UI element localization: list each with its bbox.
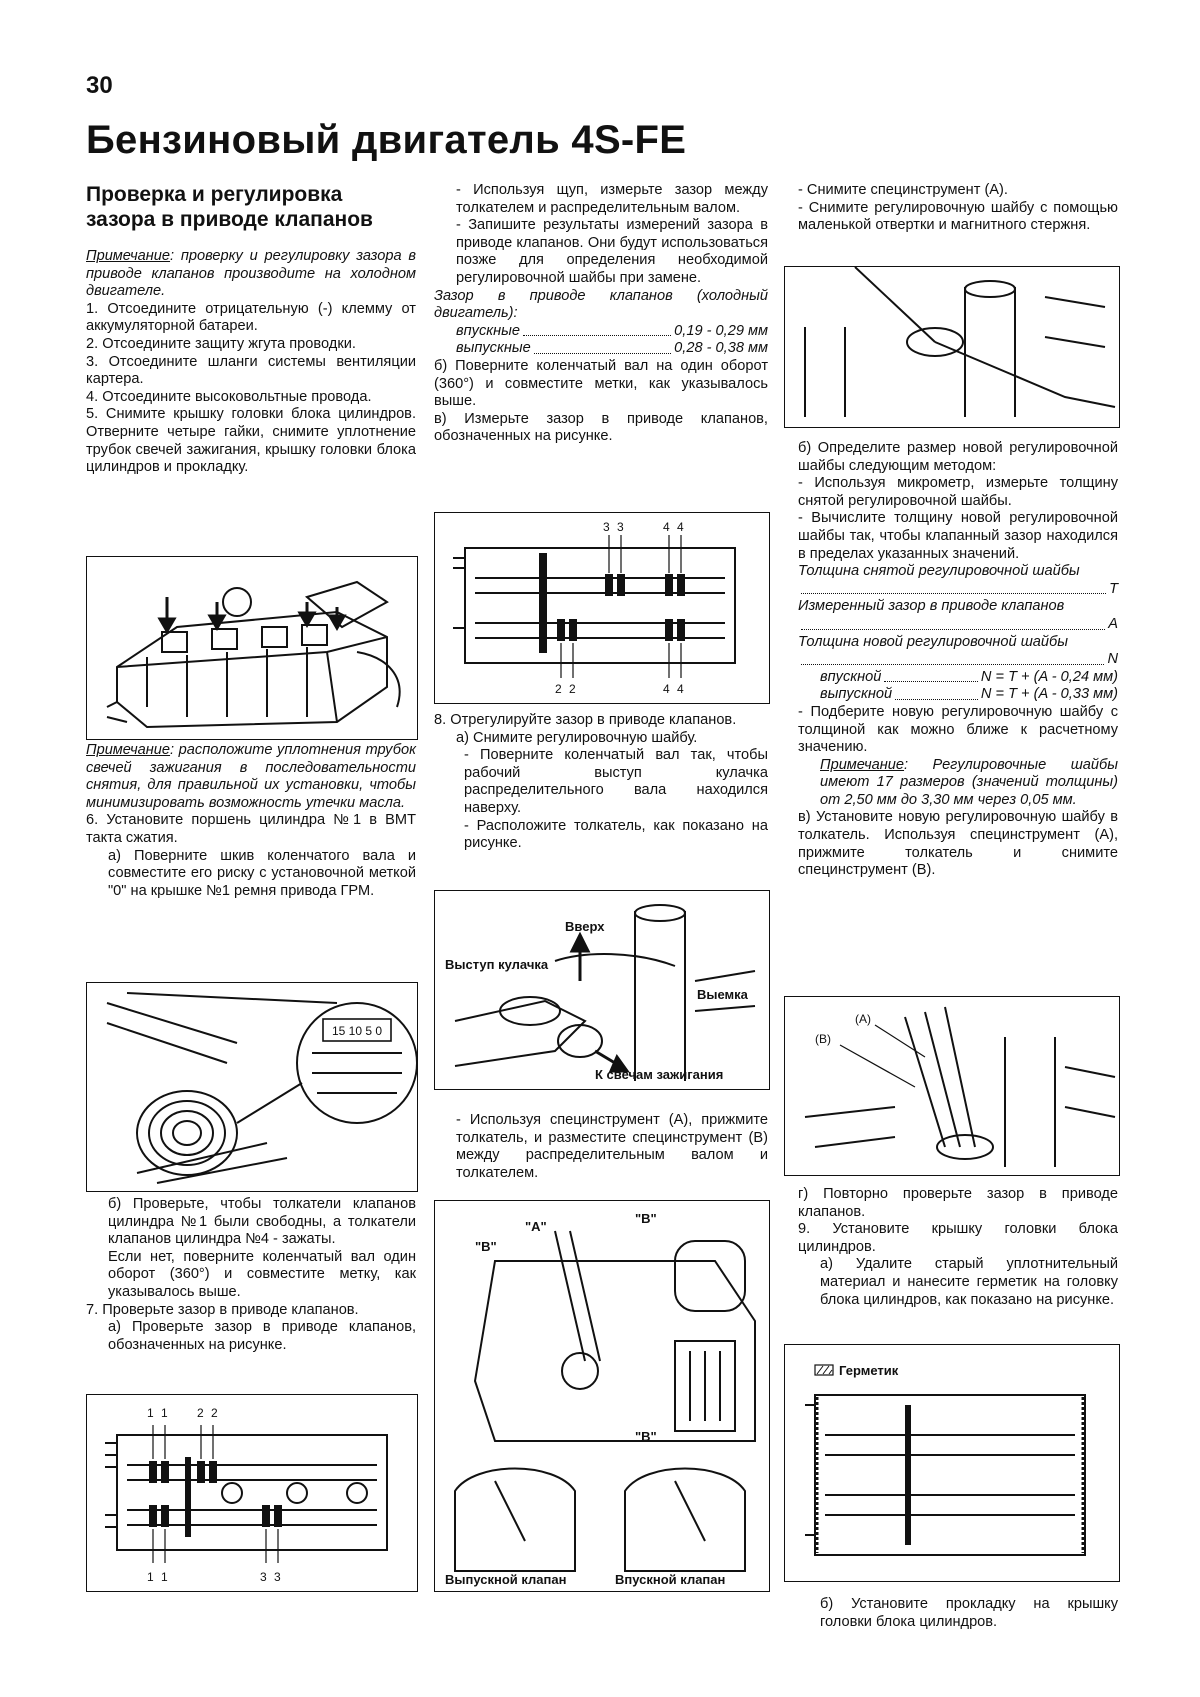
step-7: 7. Проверьте зазор в приводе клапанов. bbox=[86, 1301, 359, 1318]
note-shim-sizes: Примечание: Регулировочные шайбы имеют 17 размеров (значений толщины) от 2,50 мм до 3,30 мм через 0,05 мм. bbox=[820, 756, 1118, 808]
figure-cylinder-head-cover bbox=[86, 556, 418, 740]
step-4: 4. Отсоедините высоковольтные провода. bbox=[86, 388, 372, 405]
callout-2d: 2 bbox=[569, 682, 576, 696]
label-sealant: Герметик bbox=[839, 1363, 899, 1378]
formula-measured: A bbox=[798, 616, 1118, 634]
callout-2c: 2 bbox=[555, 682, 562, 696]
step-5: 5. Снимите крышку головки блока цилиндров. Отверните четыре гайки, снимите уплотнение трубок свечей зажигания, крышку головки блока цилиндров и прокладку. bbox=[86, 406, 416, 476]
label-cam-lobe: Выступ кулачка bbox=[445, 957, 549, 972]
label-intake-valve: Впускной клапан bbox=[615, 1572, 726, 1587]
column-2-top bbox=[434, 182, 768, 446]
bullet-micrometer: - Используя микрометр, измерьте толщину снятой регулировочной шайбы. bbox=[798, 475, 1118, 509]
step-b-determine: б) Определите размер новой регулировочной шайбы следующим методом: bbox=[798, 440, 1118, 474]
column-3-bottom bbox=[798, 1596, 1118, 1631]
figure-cam-position bbox=[434, 890, 770, 1090]
formula-removed-shim: T bbox=[798, 581, 1118, 599]
figure-valve-layout-2 bbox=[434, 512, 770, 704]
label-press-b: (B) bbox=[815, 1032, 831, 1046]
callout-4d: 4 bbox=[677, 682, 684, 696]
step-8a: а) Снимите регулировочную шайбу. bbox=[456, 729, 698, 746]
step-6b-continued: Если нет, поверните коленчатый вал один оборот (360°) и совместите метку, как указывалось выше. bbox=[108, 1248, 416, 1300]
column-2-mid bbox=[434, 712, 768, 853]
formula-measured-label: Измеренный зазор в приводе клапанов bbox=[798, 598, 1065, 615]
callout-3c: 3 bbox=[603, 520, 610, 534]
column-1-top bbox=[86, 182, 416, 477]
page-number: 30 bbox=[86, 72, 113, 99]
callout-1d: 1 bbox=[161, 1570, 168, 1584]
label-tool-a: "A" bbox=[525, 1219, 547, 1234]
spec-exhaust: выпускные 0,28 - 0,38 мм bbox=[456, 340, 768, 357]
callout-2a: 2 bbox=[197, 1406, 204, 1420]
figure-crankshaft-pulley bbox=[86, 982, 418, 1192]
figure-special-tools bbox=[434, 1200, 770, 1592]
spec-intake: впускные 0,19 - 0,29 мм bbox=[456, 322, 768, 339]
bullet-record-results: - Запишите результаты измерений зазора в приводе клапанов. Они будут использоваться позже для определения необходимой регулировочной шайбы при замене. bbox=[456, 217, 768, 286]
note-2 bbox=[86, 742, 416, 812]
step-1: 1. Отсоедините отрицательную (-) клемму от аккумуляторной батареи. bbox=[86, 300, 416, 335]
step-v-install: в) Установите новую регулировочную шайбу в толкатель. Используя специнструмент (А), прижмите толкатель и снимите специнструмент (В). bbox=[798, 809, 1118, 879]
page-title: Бензиновый двигатель 4S-FE bbox=[86, 118, 687, 162]
bullet-select-shim: - Подберите новую регулировочную шайбу с толщиной как можно ближе к расчетному значению. bbox=[798, 703, 1118, 756]
callout-3a: 3 bbox=[260, 1570, 267, 1584]
callout-1c: 1 bbox=[147, 1570, 154, 1584]
step-2: 2. Отсоедините защиту жгута проводки. bbox=[86, 335, 356, 352]
figure-sealant bbox=[784, 1344, 1120, 1582]
label-exhaust-valve: Выпускной клапан bbox=[445, 1572, 567, 1587]
column-1-mid bbox=[86, 742, 416, 900]
step-9a: а) Удалите старый уплотнительный материал и нанесите герметик на головку блока цилиндров, как показано на рисунке. bbox=[820, 1256, 1118, 1308]
step-6: 6. Установите поршень цилиндра №1 в ВМТ такта сжатия. bbox=[86, 812, 416, 846]
formula-exhaust: выпускной N = T + (A - 0,33 мм) bbox=[820, 686, 1118, 703]
label-to-spark-plugs: К свечам зажигания bbox=[595, 1067, 724, 1082]
step-g-recheck: г) Повторно проверьте зазор в приводе клапанов. bbox=[798, 1186, 1118, 1220]
bullet-feeler-gauge: - Используя щуп, измерьте зазор между толкателем и распределительным валом. bbox=[456, 182, 768, 216]
step-6b: б) Проверьте, чтобы толкатели клапанов цилиндра №1 были свободны, а толкатели клапанов цилиндра №4 - зажаты. bbox=[108, 1196, 416, 1248]
note-2-text: : расположите уплотнения трубок свечей зажигания в последовательности снятия, для правильной их установки, чтобы минимизировать возможность утечки масла. bbox=[86, 742, 416, 811]
label-up: Вверх bbox=[565, 919, 605, 934]
note-2-label: Примечание bbox=[86, 742, 171, 758]
column-3-top bbox=[798, 182, 1118, 235]
column-2-bottom bbox=[434, 1112, 768, 1182]
step-b-rotate: б) Поверните коленчатый вал на один оборот (360°) и совместите метки, как указывалось выше. bbox=[434, 357, 768, 410]
callout-4b: 4 bbox=[677, 520, 684, 534]
figure-shim-removal bbox=[784, 266, 1120, 428]
callout-3d: 3 bbox=[617, 520, 624, 534]
step-8: 8. Отрегулируйте зазор в приводе клапанов. bbox=[434, 712, 737, 728]
step-6a: а) Поверните шкив коленчатого вала и совместите его риску с установочной меткой "0" на крышке №1 ремня привода ГРМ. bbox=[108, 847, 416, 899]
label-press-a: (A) bbox=[855, 1012, 871, 1026]
label-notch: Выемка bbox=[697, 987, 748, 1002]
section-title: Проверка и регулировка зазора в приводе клапанов bbox=[86, 183, 373, 231]
note-1-label: Примечание bbox=[86, 248, 171, 264]
figure-press-tappet bbox=[784, 996, 1120, 1176]
callout-1b: 1 bbox=[161, 1406, 168, 1420]
callout-2b: 2 bbox=[211, 1406, 218, 1420]
callout-4c: 4 bbox=[663, 682, 670, 696]
label-tool-b-1: "B" bbox=[475, 1239, 497, 1254]
column-1-bottom bbox=[86, 1196, 416, 1354]
cover-removal-illustration bbox=[87, 557, 417, 739]
callout-3b: 3 bbox=[274, 1570, 281, 1584]
column-3-lower bbox=[798, 1186, 1118, 1309]
step-3: 3. Отсоедините шланги системы вентиляции картера. bbox=[86, 353, 416, 388]
step-8a-bullet-1: - Поверните коленчатый вал так, чтобы рабочий выступ кулачка распределительного вала находился наверху. bbox=[464, 747, 768, 816]
step-9: 9. Установите крышку головки блока цилиндров. bbox=[798, 1221, 1118, 1255]
callout-4a: 4 bbox=[663, 520, 670, 534]
formula-new-shim-label: Толщина новой регулировочной шайбы bbox=[798, 633, 1068, 650]
note-1 bbox=[86, 248, 416, 301]
step-9b: б) Установите прокладку на крышку головки блока цилиндров. bbox=[820, 1596, 1118, 1630]
label-tool-b-2: "B" bbox=[635, 1211, 657, 1226]
step-7a: а) Проверьте зазор в приводе клапанов, обозначенных на рисунке. bbox=[108, 1319, 416, 1353]
callout-1a: 1 bbox=[147, 1406, 154, 1420]
formula-removed-shim-label: Толщина снятой регулировочной шайбы bbox=[798, 563, 1080, 580]
column-3-mid bbox=[798, 440, 1118, 880]
spec-title: Зазор в приводе клапанов (холодный двигатель): bbox=[434, 287, 768, 322]
bullet-special-tool: - Используя специнструмент (А), прижмите толкатель, и разместите специнструмент (В) между распределительным валом и толкателем. bbox=[456, 1112, 768, 1181]
bullet-remove-shim: - Снимите регулировочную шайбу с помощью маленькой отвертки и магнитного стержня. bbox=[798, 199, 1118, 234]
step-8a-bullet-2: - Расположите толкатель, как показано на рисунке. bbox=[464, 817, 768, 852]
formula-new-shim: N bbox=[798, 651, 1118, 669]
label-tool-b-3: "B" bbox=[635, 1429, 657, 1444]
step-v-measure: в) Измерьте зазор в приводе клапанов, обозначенных на рисунке. bbox=[434, 410, 768, 445]
pulley-timing-marks: 15 10 5 0 bbox=[331, 1024, 383, 1038]
bullet-remove-tool-a: - Снимите специнструмент (А). bbox=[798, 182, 1008, 198]
bullet-calculate: - Вычислите толщину новой регулировочной шайбы так, чтобы клапанный зазор находился в пределах указанных значений. bbox=[798, 510, 1118, 562]
note-1-text: : проверку и регулировку зазора в приводе клапанов производите на холодном двигателе. bbox=[86, 248, 416, 300]
figure-valve-layout-1 bbox=[86, 1394, 418, 1592]
formula-intake: впускной N = T + (A - 0,24 мм) bbox=[820, 668, 1118, 685]
